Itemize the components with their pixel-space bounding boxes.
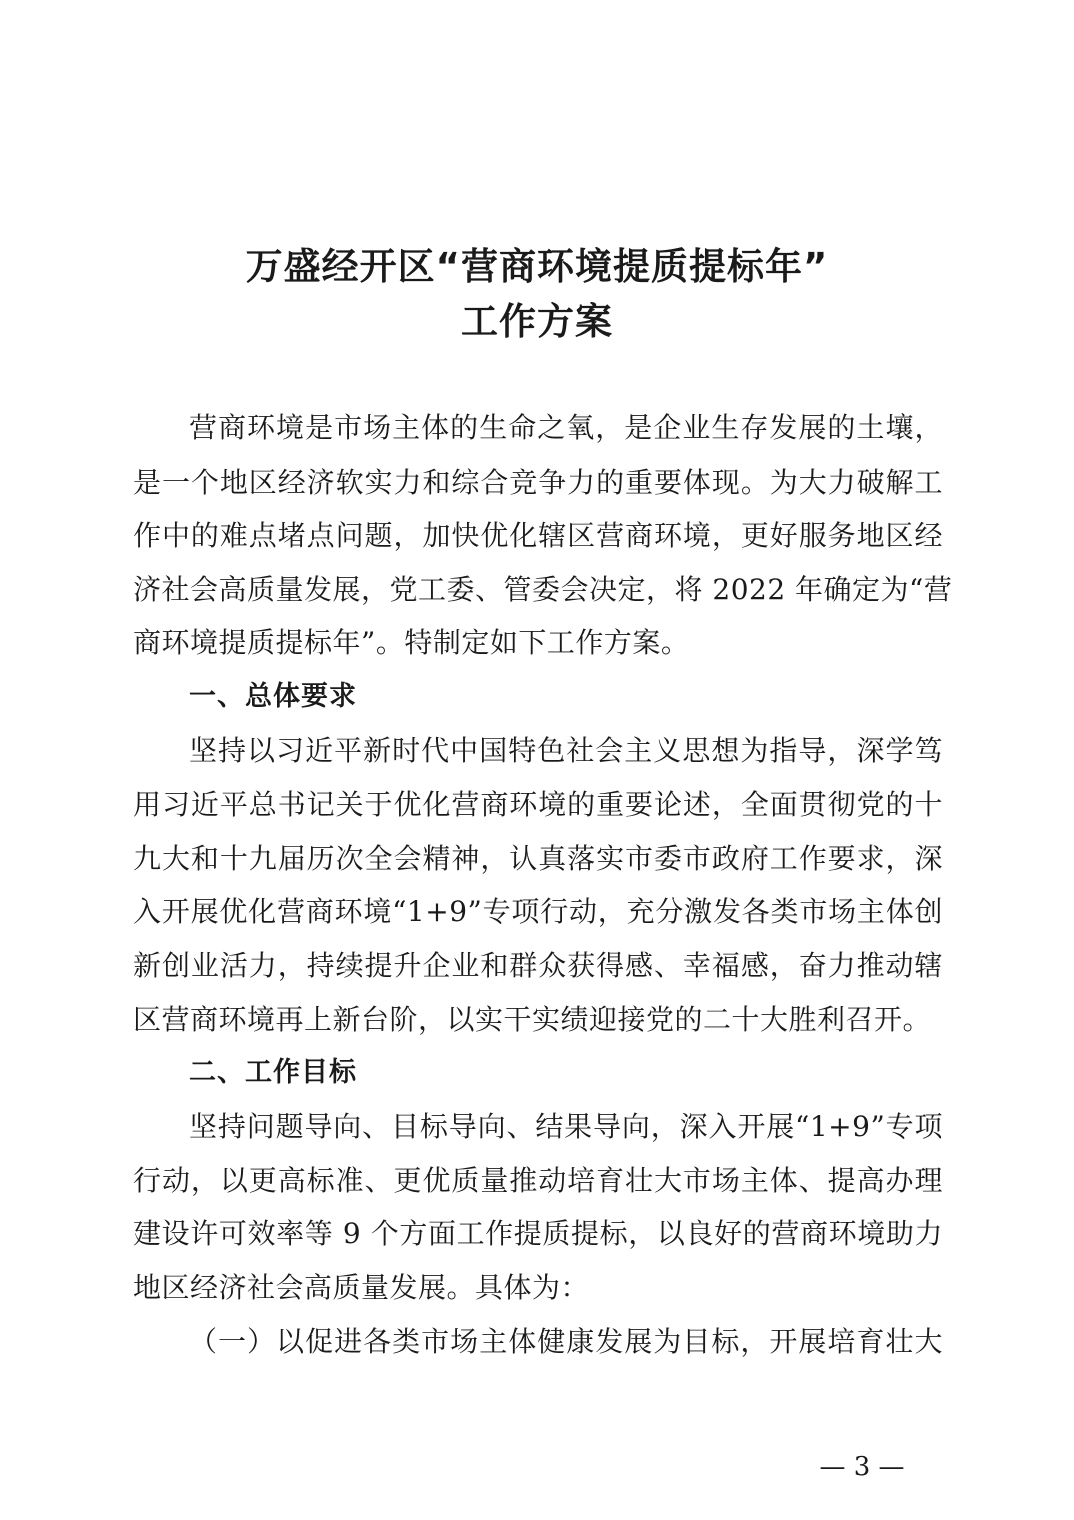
intro-line-1: 营商环境是市场主体的生命之氧，是企业生存发展的土壤， [189, 411, 943, 444]
section1-line-1: 坚持以习近平新时代中国特色社会主义思想为指导，深学笃 [189, 734, 943, 767]
section1-line-3: 九大和十九届历次全会精神，认真落实市委市政府工作要求，深 [133, 842, 943, 875]
intro-line-2: 是一个地区经济软实力和综合竞争力的重要体现。为大力破解工 [133, 466, 943, 499]
page-number: — 3 — [819, 1452, 905, 1482]
section1-line-5: 新创业活力，持续提升企业和群众获得感、幸福感，奋力推动辖 [133, 949, 943, 982]
section-heading-work-goals: 二、工作目标 [189, 1057, 357, 1088]
intro-line-4: 济社会高质量发展，党工委、管委会决定，将 2022 年确定为“营 [133, 573, 953, 606]
section1-line-6: 区营商环境再上新台阶，以实干实绩迎接党的二十大胜利召开。 [133, 1003, 932, 1036]
section1-line-4: 入开展优化营商环境“1+9”专项行动，充分激发各类市场主体创 [133, 895, 943, 928]
intro-line-5: 商环境提质提标年”。特制定如下工作方案。 [133, 626, 690, 659]
section1-line-2: 用习近平总书记关于优化营商环境的重要论述，全面贯彻党的十 [133, 788, 943, 821]
section2-line-3: 建设许可效率等 9 个方面工作提质提标，以良好的营商环境助力 [133, 1217, 943, 1250]
section-heading-overall-requirements: 一、总体要求 [189, 681, 357, 712]
intro-line-3: 作中的难点堵点问题，加快优化辖区营商环境，更好服务地区经 [133, 519, 943, 552]
document-title-line-2: 工作方案 [461, 300, 613, 343]
section2-line-2: 行动，以更高标准、更优质量推动培育壮大市场主体、提高办理 [133, 1164, 943, 1197]
section2-line-4: 地区经济社会高质量发展。具体为： [133, 1271, 590, 1304]
section2-line-1: 坚持问题导向、目标导向、结果导向，深入开展“1+9”专项 [189, 1110, 943, 1143]
section2-line-5: （一）以促进各类市场主体健康发展为目标，开展培育壮大 [189, 1325, 943, 1358]
document-title-line-1: 万盛经开区“营商环境提质提标年” [245, 245, 829, 288]
